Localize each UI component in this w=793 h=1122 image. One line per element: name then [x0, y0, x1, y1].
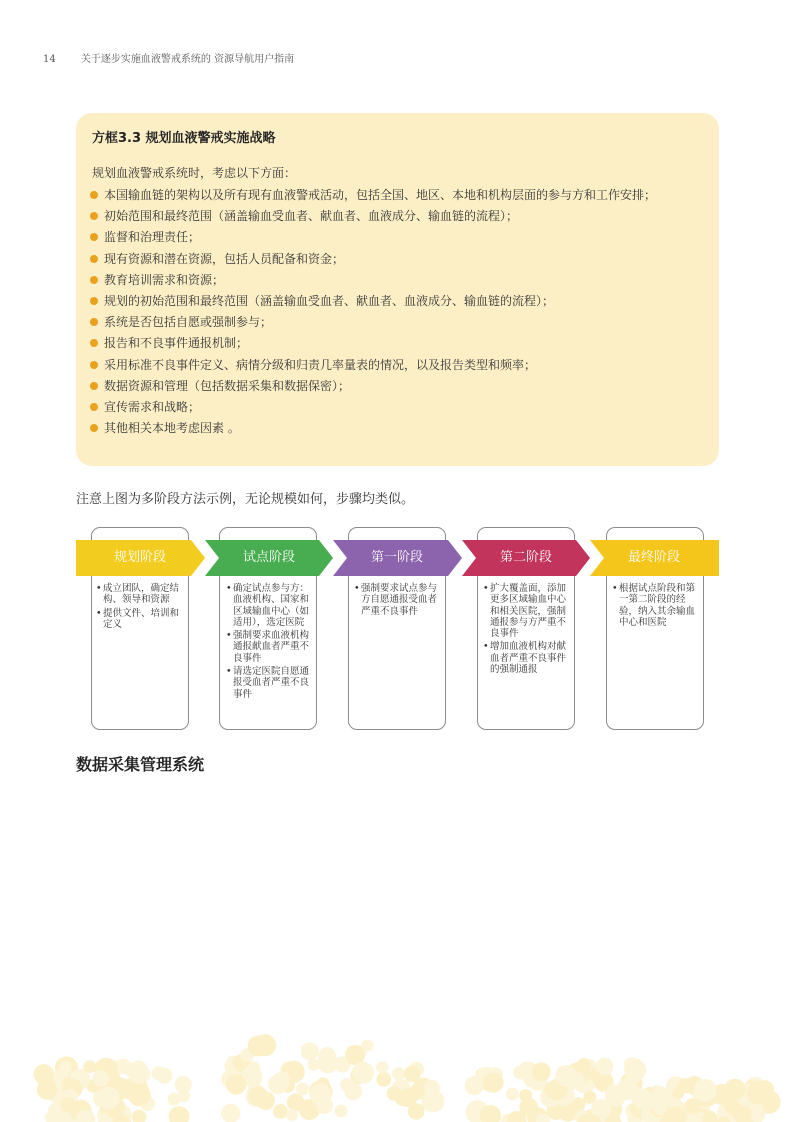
list-item: 监督和治理责任；: [88, 229, 703, 245]
decorative-dot: [519, 1089, 532, 1102]
decorative-dot: [256, 1091, 275, 1110]
section-title: 数据采集管理系统: [76, 755, 205, 774]
list-item: 规划的初始范围和最终范围（涵盖输血受血者、献血者、血液成分、输血链的流程）；: [88, 293, 703, 309]
bullet-dot-icon: [90, 403, 98, 411]
decorative-dot: [567, 1072, 584, 1089]
decorative-dot: [724, 1079, 745, 1100]
decorative-dot: [376, 1061, 388, 1073]
list-item: • 增加血液机构对献血者严重不良事件的强制通报: [483, 641, 567, 675]
decorative-dot: [273, 1104, 288, 1119]
bullet-dot-icon: [90, 382, 98, 390]
decorative-dot: [226, 1074, 246, 1094]
decorative-dot: [577, 1058, 591, 1072]
bullet-dot-icon: [90, 233, 98, 241]
list-item: • 扩大覆盖面，添加更多区域输血中心和相关医院，强制通报参与方严重不良事件: [483, 583, 567, 639]
bullet-dot-icon: [90, 255, 98, 263]
bullet-dot-icon: [90, 212, 98, 220]
box-list: [88, 187, 703, 441]
decorative-dot: [694, 1079, 717, 1102]
decorative-dot: [361, 1039, 373, 1051]
decorative-dot: [168, 1093, 181, 1106]
stage-list-4: [483, 583, 567, 677]
list-item: 宣传需求和战略；: [88, 399, 703, 415]
decorative-dot: [62, 1077, 74, 1089]
list-item: 本国输血链的架构以及所有现有血液警戒活动，包括全国、地区、本地和机构层面的参与方和工作安排；: [88, 187, 703, 203]
list-item: 现有资源和潜在资源，包括人员配备和资金；: [88, 251, 703, 267]
decorative-dot: [317, 1052, 338, 1073]
decorative-dot: [392, 1067, 405, 1080]
info-box: [76, 113, 719, 466]
decorative-dot: [513, 1066, 526, 1079]
decorative-dot: [421, 1089, 444, 1112]
bullet-dot-icon: [90, 191, 98, 199]
decorative-dot: [156, 1068, 172, 1084]
list-item: • 请选定医院自愿通报受血者严重不良事件: [226, 666, 310, 700]
decorative-dot: [484, 1073, 504, 1093]
stage-diagram: [76, 527, 719, 732]
list-item: • 确定试点参与方：血液机构、国家和区域输血中心（如适用），选定医院: [226, 583, 310, 628]
bullet-dot-icon: [90, 339, 98, 347]
decorative-dot: [387, 1086, 401, 1100]
page-number: 14: [43, 54, 56, 65]
decorative-dot: [83, 1060, 96, 1073]
decorative-dot: [344, 1082, 362, 1100]
list-item: 初始范围和最终范围（涵盖输血受血者、献血者、血液成分、输血链的流程）；: [88, 208, 703, 224]
decorative-dots: [0, 960, 793, 1122]
decorative-dot: [39, 1078, 57, 1096]
decorative-dot: [310, 1084, 331, 1105]
decorative-dot: [286, 1109, 298, 1121]
bullet-dot-icon: [90, 276, 98, 284]
stage-list-1: [96, 583, 182, 632]
decorative-dot: [129, 1064, 149, 1084]
bullet-dot-icon: [90, 318, 98, 326]
decorative-dot: [334, 1105, 347, 1118]
decorative-dot: [746, 1081, 769, 1104]
stage-list-2: [226, 583, 310, 702]
list-item: 报告和不良事件通报机制；: [88, 335, 703, 351]
decorative-dot: [465, 1076, 484, 1095]
decorative-dot: [596, 1058, 614, 1076]
decorative-dot: [296, 1083, 309, 1096]
box-title: 方框3.3 规划血液警戒实施战略: [92, 131, 276, 146]
decorative-dot: [221, 1104, 240, 1122]
decorative-dot: [169, 1106, 190, 1122]
bullet-dot-icon: [90, 361, 98, 369]
decorative-dot: [684, 1098, 700, 1114]
decorative-dot: [301, 1042, 319, 1060]
decorative-dot: [629, 1069, 642, 1082]
box-intro: 规划血液警戒系统时，考虑以下方面：: [92, 166, 297, 180]
page-header: [43, 50, 294, 65]
list-item: • 根据试点阶段和第一第二阶段的经验，纳入其余输血中心和医院: [612, 583, 696, 628]
decorative-dot: [92, 1070, 109, 1087]
stage-label-4: 第二阶段: [499, 550, 552, 565]
bullet-dot-icon: [90, 424, 98, 432]
decorative-dot: [308, 1059, 320, 1071]
decorative-dot: [287, 1093, 305, 1111]
decorative-dot: [376, 1072, 391, 1087]
decorative-dot: [59, 1061, 72, 1074]
decorative-dot: [751, 1108, 765, 1122]
stage-label-5: 最终阶段: [627, 550, 680, 565]
decorative-dot: [544, 1081, 562, 1099]
list-item: • 强制要求血液机构通报献血者严重不良事件: [226, 630, 310, 664]
decorative-dot: [60, 1097, 75, 1112]
bullet-dot-icon: [90, 297, 98, 305]
list-item: 系统是否包括自愿或强制参与；: [88, 314, 703, 330]
list-item: 采用标准不良事件定义、病情分级和归责几率量表的情况，以及报告类型和频率；: [88, 357, 703, 373]
list-item: • 强制要求试点参与方自愿通报受血者严重不良事件: [354, 583, 438, 617]
list-item: • 成立团队，确定结构、领导和资源: [96, 583, 182, 606]
stage-label-3: 第一阶段: [370, 550, 423, 565]
diagram-note: 注意上图为多阶段方法示例，无论规模如何，步骤均类似。: [76, 492, 415, 507]
stage-list-3: [354, 583, 438, 619]
decorative-dot: [583, 1091, 596, 1104]
list-item: 教育培训需求和资源；: [88, 272, 703, 288]
decorative-dot: [404, 1066, 421, 1083]
stage-list-5: [612, 583, 696, 630]
decorative-dot: [532, 1062, 551, 1081]
decorative-dot: [647, 1090, 669, 1112]
decorative-dot: [672, 1087, 684, 1099]
decorative-dot: [97, 1087, 120, 1110]
running-title: 关于逐步实施血液警戒系统的 资源导航用户指南: [80, 54, 295, 65]
decorative-dot: [277, 1072, 290, 1085]
decorative-dot: [132, 1110, 147, 1122]
stage-label-1: 规划阶段: [113, 550, 166, 565]
decorative-dot: [506, 1088, 519, 1101]
decorative-dot: [248, 1035, 269, 1056]
stage-label-2: 试点阶段: [242, 550, 295, 565]
list-item: 其他相关本地考虑因素 。: [88, 420, 703, 436]
list-item: • 提供文件、培训和定义: [96, 608, 182, 631]
decorative-dot: [352, 1062, 374, 1084]
list-item: 数据资源和管理（包括数据采集和数据保密）；: [88, 378, 703, 394]
